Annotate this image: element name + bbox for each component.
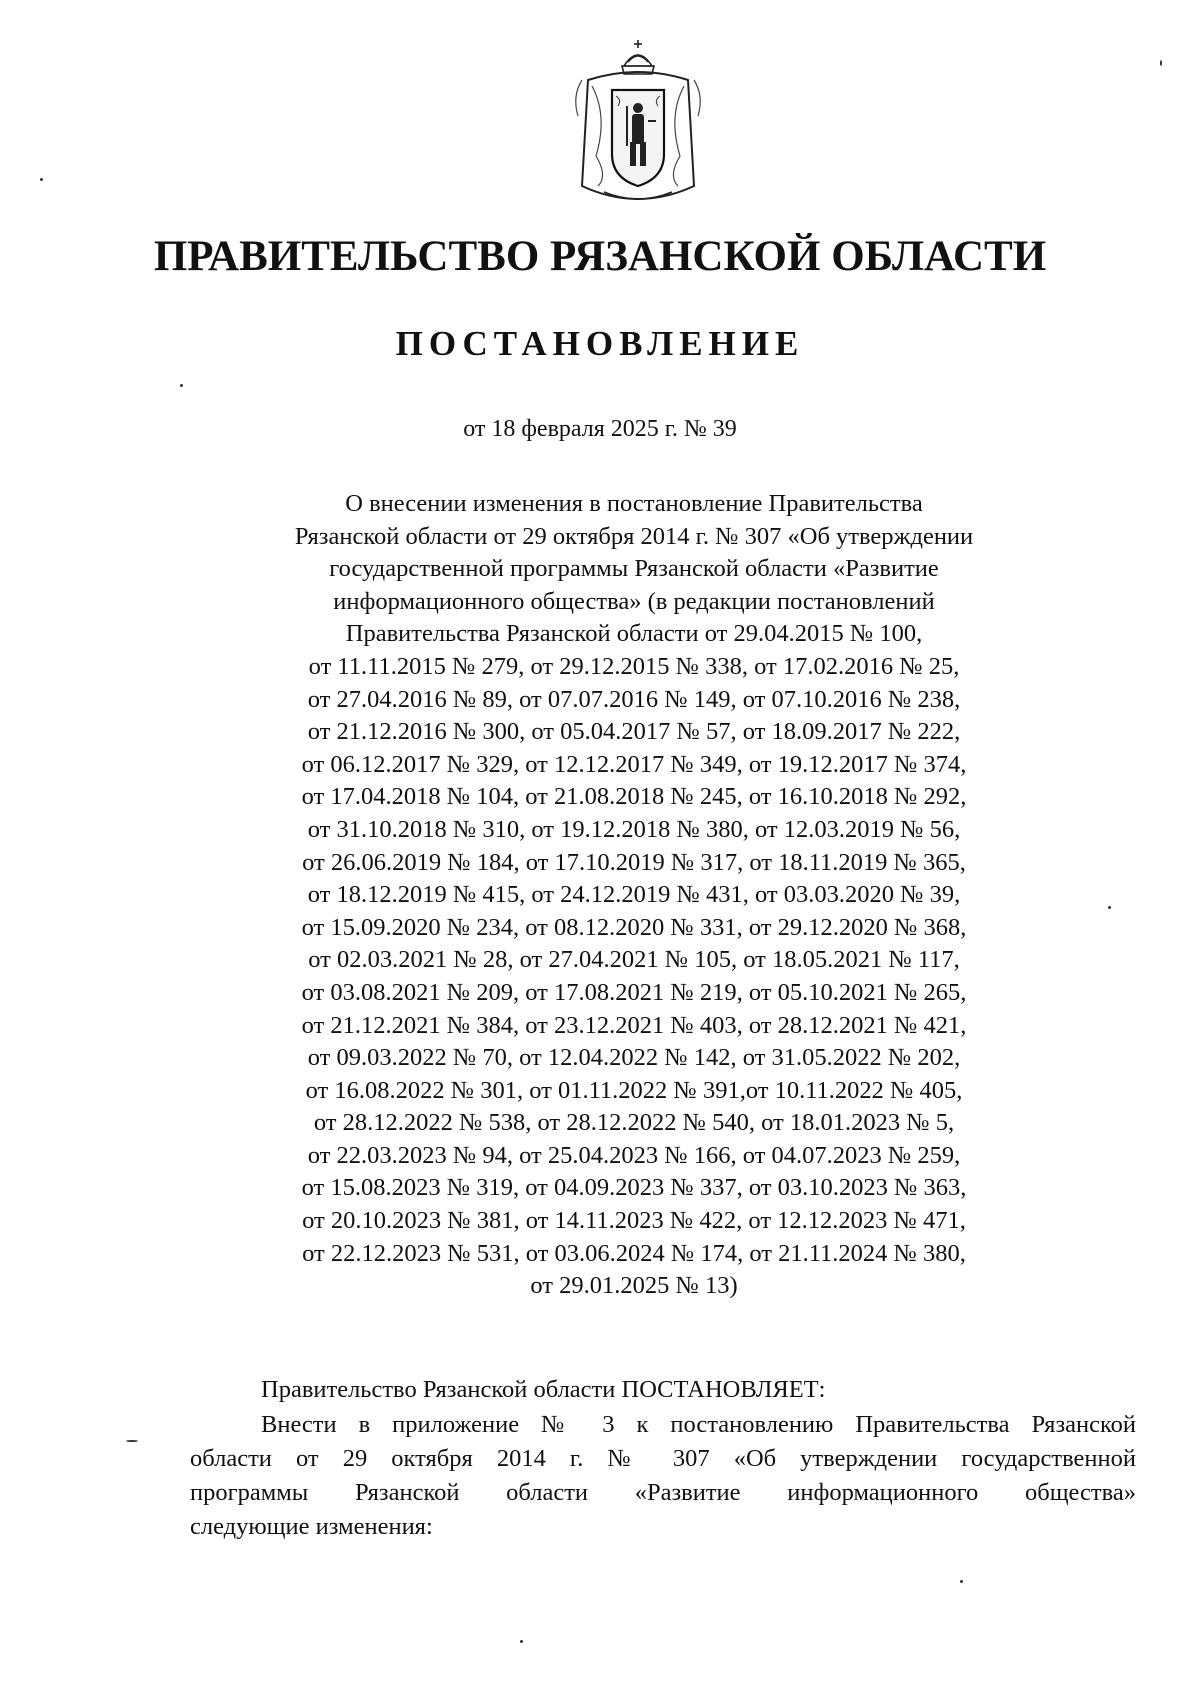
subject-line: от 20.10.2023 № 381, от 14.11.2023 № 422, от 12.12.2023 № 471, (302, 1207, 966, 1235)
decree-body-line: Внести в приложение № 3 к постановлению Правительства Рязанской (261, 1411, 1136, 1438)
decree-body-line: программы Рязанской области «Развитие информационного общества» (190, 1479, 1136, 1506)
scan-speck (40, 178, 43, 181)
subject-line: от 18.12.2019 № 415, от 24.12.2019 № 431, от 03.03.2020 № 39, (307, 881, 961, 909)
scan-speck (960, 1580, 963, 1583)
subject-line: Правительства Рязанской области от 29.04.2015 № 100, (345, 620, 923, 648)
decree-body-line: области от 29 октября 2014 г. № 307 «Об утверждении государственной (190, 1445, 1136, 1472)
subject-line: от 06.12.2017 № 329, от 12.12.2017 № 349, от 19.12.2017 № 374, (301, 750, 967, 778)
subject-line: от 21.12.2016 № 300, от 05.04.2017 № 57, от 18.09.2017 № 222, (307, 718, 961, 746)
subject-line: от 02.03.2021 № 28, от 27.04.2021 № 105, от 18.05.2021 № 117, (308, 946, 960, 974)
subject-line: О внесении изменения в постановление Правительства (345, 490, 923, 517)
subject-line: от 03.08.2021 № 209, от 17.08.2021 № 219, от 05.10.2021 № 265, (301, 978, 967, 1006)
subject-line: от 16.08.2022 № 301, от 01.11.2022 № 391,от 10.11.2022 № 405, (305, 1076, 963, 1104)
subject-line: от 22.03.2023 № 94, от 25.04.2023 № 166, от 04.07.2023 № 259, (307, 1141, 961, 1169)
decree-body (190, 1408, 1136, 1544)
subject-line: от 15.08.2023 № 319, от 04.09.2023 № 337, от 03.10.2023 № 363, (301, 1174, 967, 1202)
decree-intro: Правительство Рязанской области ПОСТАНОВЛЯЕТ: (261, 1376, 826, 1403)
organization-title: ПРАВИТЕЛЬСТВО РЯЗАНСКОЙ ОБЛАСТИ (153, 233, 1047, 280)
subject-line: от 11.11.2015 № 279, от 29.12.2015 № 338, от 17.02.2016 № 25, (308, 652, 960, 680)
document-type-heading: ПОСТАНОВЛЕНИЕ (395, 324, 805, 363)
subject-line: от 29.01.2025 № 13) (530, 1272, 738, 1300)
subject-line: от 27.04.2016 № 89, от 07.07.2016 № 149, от 07.10.2016 № 238, (307, 685, 961, 713)
subject-line: от 26.06.2019 № 184, от 17.10.2019 № 317, от 18.11.2019 № 365, (302, 848, 966, 876)
document-date-number: от 18 февраля 2025 г. № 39 (463, 416, 737, 442)
scan-speck (126, 1440, 138, 1442)
subject-line: от 09.03.2022 № 70, от 12.04.2022 № 142, от 31.05.2022 № 202, (307, 1044, 961, 1072)
subject-line: от 31.10.2018 № 310, от 19.12.2018 № 380, от 12.03.2019 № 56, (307, 815, 961, 843)
ryazan-coat-of-arms-icon (568, 36, 708, 214)
subject-line: государственной программы Рязанской области «Развитие (329, 555, 939, 583)
subject-line: от 17.04.2018 № 104, от 21.08.2018 № 245, от 16.10.2018 № 292, (301, 783, 967, 811)
scan-speck (1108, 906, 1111, 909)
decree-body-line: следующие изменения: (190, 1513, 433, 1540)
document-subject (230, 488, 1038, 1303)
subject-line: информационного общества» (в редакции постановлений (333, 587, 935, 615)
subject-line: Рязанской области от 29 октября 2014 г. № 307 «Об утверждении (294, 522, 974, 550)
scan-speck (520, 1640, 523, 1643)
subject-line: от 21.12.2021 № 384, от 23.12.2021 № 403, от 28.12.2021 № 421, (301, 1011, 967, 1039)
scan-speck (1160, 60, 1162, 66)
subject-line: от 15.09.2020 № 234, от 08.12.2020 № 331, от 29.12.2020 № 368, (301, 913, 967, 941)
subject-line: от 22.12.2023 № 531, от 03.06.2024 № 174, от 21.11.2024 № 380, (302, 1239, 966, 1267)
scan-speck (180, 384, 183, 387)
subject-line: от 28.12.2022 № 538, от 28.12.2022 № 540, от 18.01.2023 № 5, (313, 1109, 955, 1137)
